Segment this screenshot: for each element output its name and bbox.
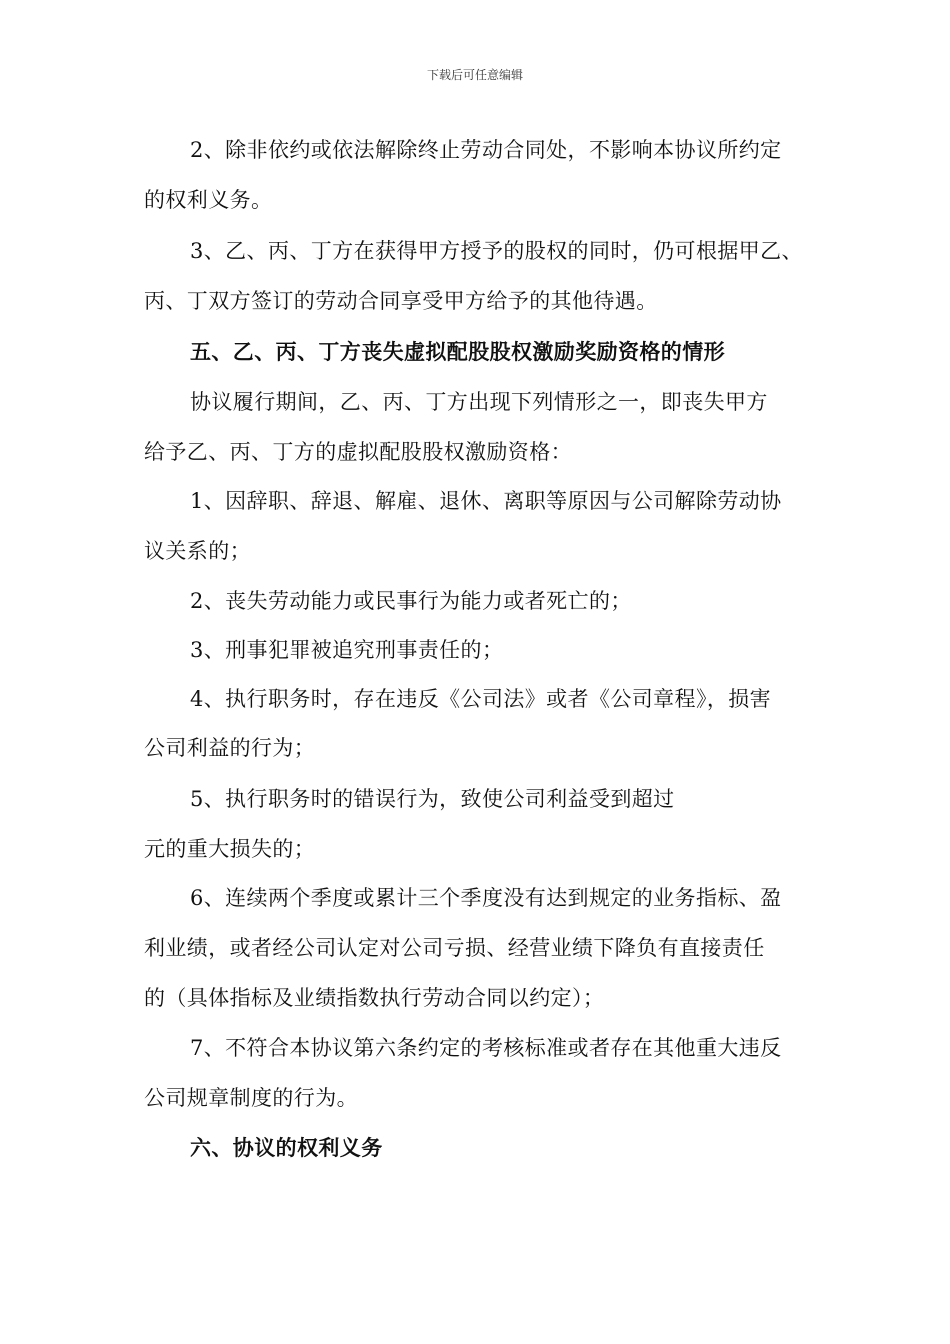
- paragraph-line: 协议履行期间，乙、丙、丁方出现下列情形之一，即丧失甲方: [190, 390, 768, 414]
- paragraph-line: 丙、丁双方签订的劳动合同享受甲方给予的其他待遇。: [144, 289, 658, 313]
- paragraph-line: 的（具体指标及业绩指数执行劳动合同以约定）；: [144, 986, 605, 1010]
- paragraph-line: 2、除非依约或依法解除终止劳动合同处，不影响本协议所约定: [190, 138, 782, 162]
- paragraph-line: 7、不符合本协议第六条约定的考核标准或者存在其他重大违反: [190, 1036, 782, 1060]
- paragraph-line: 议关系的；: [144, 539, 251, 563]
- paragraph-line: 给予乙、丙、丁方的虚拟配股股权激励资格：: [144, 440, 572, 464]
- paragraph-line: 元的重大损失的；: [144, 837, 316, 861]
- paragraph-line: 1、因辞职、辞退、解雇、退休、离职等原因与公司解除劳动协: [190, 489, 782, 513]
- paragraph-line: 4、执行职务时，存在违反《公司法》或者《公司章程》，损害: [190, 687, 772, 711]
- paragraph-line: 利业绩，或者经公司认定对公司亏损、经营业绩下降负有直接责任: [144, 936, 765, 960]
- page-header: 下载后可任意编辑: [426, 68, 523, 82]
- paragraph-line: 6、连续两个季度或累计三个季度没有达到规定的业务指标、盈: [190, 886, 782, 910]
- paragraph-line: 5、执行职务时的错误行为，致使公司利益受到超过: [190, 787, 675, 811]
- paragraph-line: 2、丧失劳动能力或民事行为能力或者死亡的；: [190, 589, 632, 613]
- paragraph-line: 公司规章制度的行为。: [144, 1086, 358, 1110]
- section-heading: 五、乙、丙、丁方丧失虚拟配股股权激励奖励资格的情形: [190, 339, 725, 364]
- paragraph-line: 3、乙、丙、丁方在获得甲方授予的股权的同时，仍可根据甲乙、: [190, 239, 803, 263]
- paragraph-line: 3、刑事犯罪被追究刑事责任的；: [190, 638, 504, 662]
- paragraph-line: 的权利义务。: [144, 188, 273, 212]
- section-heading: 六、协议的权利义务: [190, 1135, 383, 1160]
- paragraph-line: 公司利益的行为；: [144, 736, 316, 760]
